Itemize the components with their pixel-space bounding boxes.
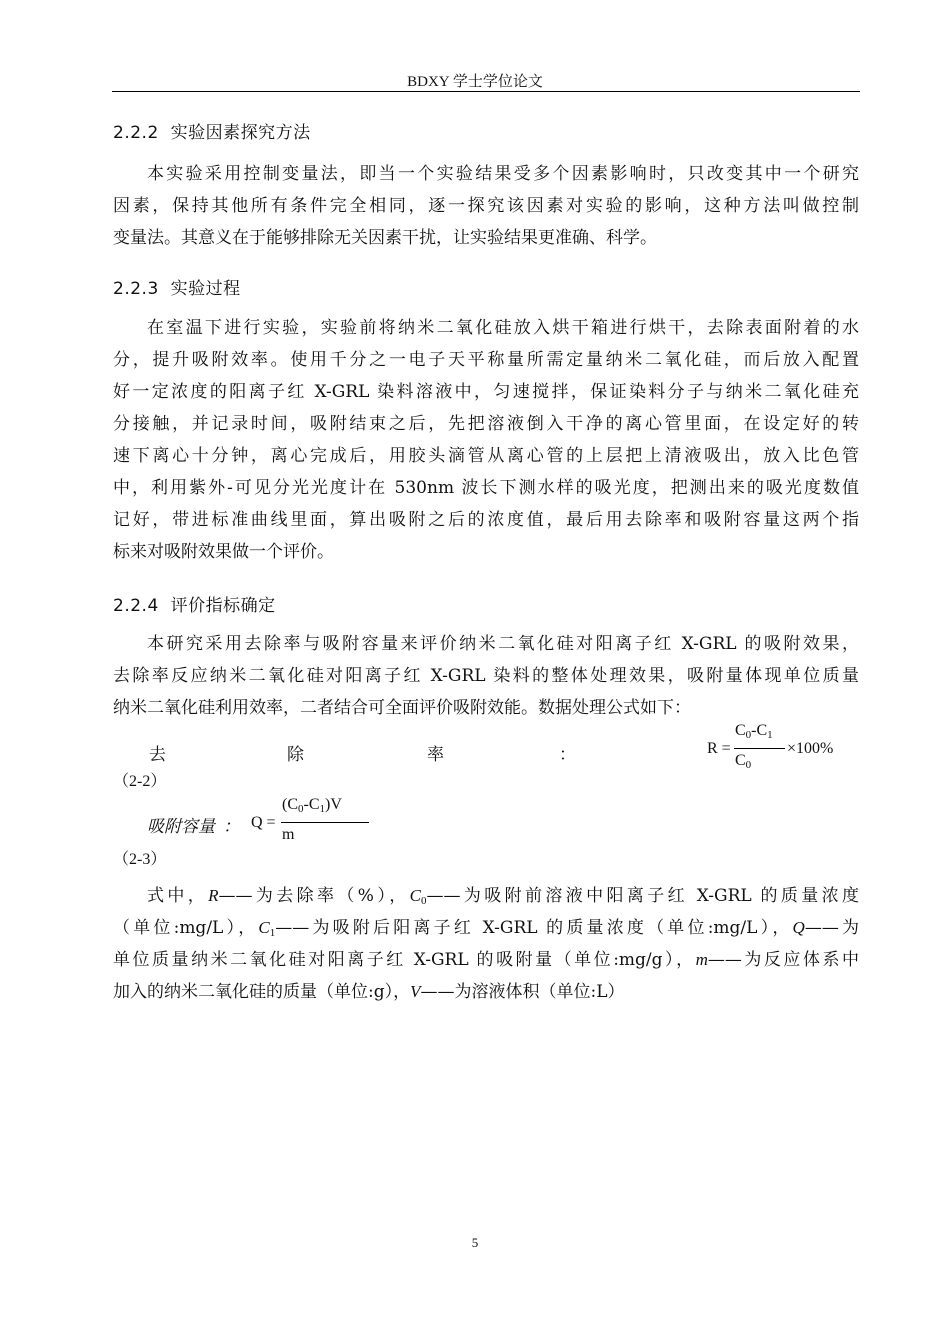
symbol-definitions xyxy=(113,880,859,1008)
symbol-m: m xyxy=(695,950,708,969)
section-heading-2-2-4: 2.2.4 评价指标确定 xyxy=(113,596,276,616)
fraction-denominator xyxy=(735,752,751,771)
text-line: 因素，保持其他所有条件完全相同，逐一探究该因素对实验的影响，这种方法叫做控制 xyxy=(113,196,859,216)
text-line: 本实验采用控制变量法，即当一个实验结果受多个因素影响时，只改变其中一个研究 xyxy=(147,164,859,184)
subscript: 0 xyxy=(420,895,427,907)
removal-rate-formula xyxy=(707,722,857,782)
paragraph-2-2-4 xyxy=(113,628,859,724)
text-run: 式中， xyxy=(147,886,209,906)
text-line: 标来对吸附效果做一个评价。 xyxy=(113,542,334,562)
section-heading-2-2-3: 2.2.3 实验过程 xyxy=(113,279,241,299)
paragraph-2-2-2 xyxy=(113,158,859,254)
symbol-q: Q xyxy=(792,918,805,937)
symbol-c: C xyxy=(735,752,746,769)
formula-colon: ： xyxy=(223,817,240,837)
text-line xyxy=(113,912,859,944)
text-run: ——为溶液体积（单位:L） xyxy=(420,982,625,1002)
text-line: 好一定浓度的阳离子红 X-GRL 染料溶液中，匀速搅拌，保证染料分子与纳米二氧化硅充 xyxy=(113,382,859,402)
symbol-c: C xyxy=(735,722,746,739)
equation-number: （2-2） xyxy=(113,773,167,790)
running-header: BDXY 学士学位论文 xyxy=(407,74,543,90)
symbol-c: C xyxy=(409,886,421,905)
equation-number: （2-3） xyxy=(113,851,167,868)
symbol-c: C xyxy=(756,722,768,739)
subscript: 0 xyxy=(298,803,304,815)
fraction-denominator: m xyxy=(282,826,295,843)
text-line: 变量法。其意义在于能够排除无关因素干扰，让实验结果更准确、科学。 xyxy=(113,228,657,248)
section-heading-2-2-2: 2.2.2 实验因素探究方法 xyxy=(113,123,311,143)
text-run: （单位:mg/L）， xyxy=(113,918,259,938)
text-run: 加入的纳米二氧化硅的质量（单位:g）， xyxy=(113,982,411,1002)
formula-block xyxy=(113,718,859,878)
subscript: 1 xyxy=(269,927,276,939)
text-line: 在室温下进行实验，实验前将纳米二氧化硅放入烘干箱进行烘干，去除表面附着的水 xyxy=(147,318,859,338)
symbol-v: V xyxy=(410,982,421,1001)
formula-tail: ×100% xyxy=(787,740,834,757)
text-line xyxy=(113,880,859,912)
header-rule xyxy=(112,91,860,92)
paren: ) xyxy=(325,796,331,813)
text-line: 分，提升吸附效率。使用千分之一电子天平称量所需定量纳米二氧化硅，而后放入配置 xyxy=(113,350,859,370)
adsorption-capacity-formula xyxy=(251,796,391,856)
minus-sign: - xyxy=(751,722,757,739)
text-run: ——为去除率（%）， xyxy=(218,886,410,906)
formula-label-char: 去 xyxy=(149,745,166,765)
symbol-v: V xyxy=(330,796,342,813)
text-line: 纳米二氧化硅利用效率，二者结合可全面评价吸附效能。数据处理公式如下： xyxy=(113,698,691,718)
formula-label-char: 除 xyxy=(287,745,304,765)
text-run: ——为反应体系中 xyxy=(707,950,859,970)
text-line: 去除率反应纳米二氧化硅对阳离子红 X-GRL 染料的整体处理效果，吸附量体现单位质量 xyxy=(113,666,859,686)
symbol-c: C xyxy=(258,918,270,937)
text-line: 中，利用紫外-可见分光光度计在 530nm 波长下测水样的吸光度，把测出来的吸光度数值 xyxy=(113,478,859,498)
subscript: 0 xyxy=(745,729,752,741)
minus-sign: - xyxy=(303,796,309,813)
symbol-r: R xyxy=(208,886,219,905)
fraction-bar xyxy=(734,748,785,749)
formula-label-char: ： xyxy=(559,745,576,765)
formula-lhs: R = xyxy=(707,740,731,757)
fraction-bar xyxy=(281,822,369,823)
text-line xyxy=(113,944,859,976)
formula-lhs: Q = xyxy=(251,814,276,831)
paragraph-2-2-3 xyxy=(113,312,859,568)
text-run: ——为吸附前溶液中阳离子红 X-GRL 的质量浓度 xyxy=(426,886,860,906)
text-run: ——为 xyxy=(804,918,860,938)
fraction-numerator xyxy=(282,796,342,815)
fraction-numerator xyxy=(735,722,773,741)
page-number: 5 xyxy=(471,1235,479,1250)
text-line: 本研究采用去除率与吸附容量来评价纳米二氧化硅对阳离子红 X-GRL 的吸附效果， xyxy=(147,634,859,654)
formula-label: 吸附容量 xyxy=(147,817,215,837)
text-line: 速下离心十分钟，离心完成后，用胶头滴管从离心管的上层把上清液吸出，放入比色管 xyxy=(113,446,859,466)
formula-label-char: 率 xyxy=(427,745,444,765)
text-line: 记好，带进标准曲线里面，算出吸附之后的浓度值，最后用去除率和吸附容量这两个指 xyxy=(113,510,859,530)
text-line xyxy=(113,976,859,1008)
subscript: 1 xyxy=(767,729,773,741)
text-line: 分接触，并记录时间，吸附结束之后，先把溶液倒入干净的离心管里面，在设定好的转 xyxy=(113,414,859,434)
symbol-c: C xyxy=(287,796,298,813)
subscript: 1 xyxy=(319,803,325,815)
text-run: ——为吸附后阳离子红 X-GRL 的质量浓度（单位:mg/L）， xyxy=(275,918,793,938)
subscript: 0 xyxy=(745,759,752,771)
text-run: 单位质量纳米二氧化硅对阳离子红 X-GRL 的吸附量（单位:mg/g）， xyxy=(113,950,696,970)
symbol-c: C xyxy=(308,796,320,813)
paren: ( xyxy=(282,796,288,813)
